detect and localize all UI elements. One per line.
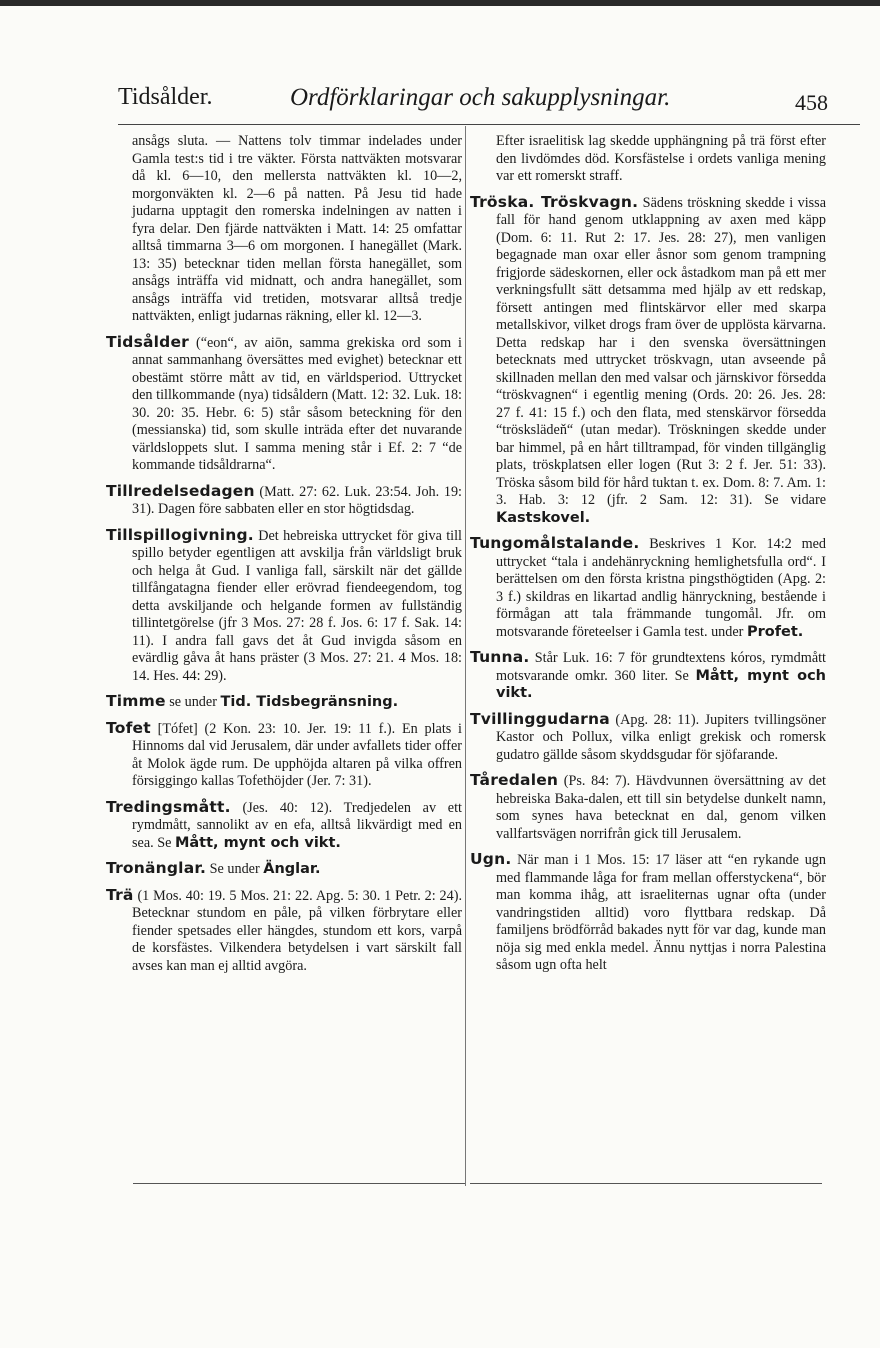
header-rule [118, 124, 860, 125]
top-border [0, 0, 880, 6]
entry-ugn: Ugn. När man i 1 Mos. 15: 17 läser att “en rykande ugn med flammande låga for fram mellan offerstyckena“, bör man komma ihåg, att israeliternas ugnar ofta (under vandringstiden alltid) voro flyttbara redskap. Då familjens brödförråd bakades nytt för var dag, kunde man nöja sig med enkla medel. Ännu nyttjas i norra Palestina såsom ugn ofta helt [470, 850, 826, 973]
entry-tofet: Tofet [Tófet] (2 Kon. 23: 10. Jer. 19: 11 f.). En plats i Hinnoms dal vid Jerusalem, där under avfallets tider offer åt Molok ägde rum. De upphöjda altaren på vilka offren försiggingo kallas Tofethöjder (Jer. 7: 31). [106, 718, 462, 789]
running-head-title: Ordförklaringar och sakupplysningar. [290, 84, 671, 111]
entry-taredalen: Tåredalen (Ps. 84: 7). Hävdvunnen översättning av det hebreiska Baka-dalen, ett till sin betydelse dunkelt namn, som synes hava betecknat en dal, genom vilken vallfartsvägen norrifrån gick till Jerusalem. [470, 771, 826, 842]
entry-troska: Tröska. Tröskvagn. Sädens tröskning skedde i vissa fall för hand genom utklappning av axen med käpp (Dom. 6: 11. Rut 2: 17. Jes. 28: 27), men vanligen begagnade man oxar eller åsnor som genom trampning frigjorde sädeskornen, eller ock åstadkom man på ett mer verkningsfullt sätt detsamma med hjälp av ett redskap, försett antingen med flintskärvor eller med skarpa metallskivor, vilket drogs fram över de upplösta kärvarna. Detta redskap har i den svenska översättningen betecknats med uttrycket tröskvagn, utan avseende på skillnaden mellan den med valsar och järnskivor försedda “tröskvagnen“ i egentlig mening (Ords. 20: 26. Jes. 28: 27 f. 41: 15 f.) och den flata, med stenskärvor försedda “tröskslädeň“ (utan medar). Tröskningen skedde under bar himmel, på en hårt tilltrampad, för vinden tillgänglig plats, tröskplatsen eller logen (Rut 3: 2 f. Jer. 51: 33). Tröska såsom bild för hård tuktan t. ex. Dom. 8: 7. Am. 1: 3. Hab. 3: 12 (jfr. 2 Sam. 12: 31). Se vidare Kastskovel. [470, 192, 826, 526]
entry-tidsalder: Tidsålder (“eon“, av aiōn, samma grekiska ord som i annat sammanhang översättes med evighet) betecknar ett obestämt större mått av tid, en världsperiod. Uttrycket den tillkommande (nya) tidsåldern (Matt. 12: 32. Luk. 18: 30. 20: 35. Hebr. 6: 5) står såsom beteckning för den (messianska) tid, som skulle inträda efter det nuvarande världsloppets slut. I samma mening står i Ef. 2: 7 “de kommande tidsåldrarna“. [106, 332, 462, 473]
entry-tronanglar: Tronänglar. Se under Änglar. [106, 859, 321, 877]
left-column-end-rule [133, 1183, 465, 1184]
entry-tvillinggudarna: Tvillinggudarna (Apg. 28: 11). Jupiters tvillingsöner Kastor och Pollux, vilka enligt grekisk och romersk gudatro gällde såsom skyddsgudar för sjöfarande. [470, 709, 826, 763]
entry-tungomalstalande: Tungomålstalande. Beskrives 1 Kor. 14:2 med uttrycket “tala i andehänryckning hemlighetsfulla ord“. I berättelsen om den första kristna pingsthögtiden (Apg. 2: 3 f.) skildras en likartad andlig hänryckning, bestående i förmågan att tala främmande tungomål. Jfr. om motsvarande företeelser i Gamla test. under Profet. [470, 534, 826, 640]
left-column [106, 133, 462, 983]
entry-natten-continued: ansågs sluta. — Nattens tolv timmar indelades under Gamla test:s tid i tre väkter. Första nattväkten motsvarar då kl. 6—10, den mellersta nattväkten kl. 10—2, morgonväkten kl. 2—6 på natten. På Jesu tid hade judarna upptagit den romerska indelningen av natten i fyra delar. Den fjärde nattväkten i Matt. 14: 25 omfattar alltså timmarna 3—6 om morgonen. I hanegället (Mark. 13: 35) betecknar tiden mellan första hanegället, som ansågs inträffa vid midnatt, och andra hanegället, som ansågs inträffa vid tretiden, motsvarar alltså tredje nattväkten, enligt judarnas räkning, eller kl. 12—3. [132, 133, 462, 324]
right-column-end-rule [470, 1183, 822, 1184]
entry-tillredelsedagen: Tillredelsedagen (Matt. 27: 62. Luk. 23:54. Joh. 19: 31). Dagen före sabbaten eller en stor högtidsdag. [106, 481, 462, 517]
entry-tra-continued: Efter israelitisk lag skedde upphängning på trä först efter den livdömdes död. Korsfästelse i ordets vanliga mening var ett romerskt straff. [496, 133, 826, 184]
running-head-left: Tidsålder. [118, 84, 213, 110]
page-number: 458 [795, 90, 828, 115]
right-column [470, 133, 826, 983]
entry-tillspillogivning: Tillspillogivning. Det hebreiska uttrycket för giva till spillo betyder egentligen att avskilja från världsligt bruk och helga åt Gud. I vanliga fall, särskilt när det gällde tillfångatagna fiender eller erövrad fiendeegendom, tog detta avskiljande och helgande formen av fullständig tillintetgörelse (jfr 3 Mos. 27: 28 f. Jos. 6: 17 f. Sak. 14: 11). I andra fall gavs det åt Gud invigda såsom en evärdlig gåva åt hans präster (3 Mos. 27: 21. 4 Mos. 18: 14. Hes. 44: 29). [106, 525, 462, 684]
column-divider [465, 126, 466, 1186]
entry-tredingsmatt: Tredingsmått. (Jes. 40: 12). Tredjedelen av ett rymdmått, sannolikt av en efa, alltså likvärdigt med en sea. Se Mått, mynt och vikt. [106, 797, 462, 851]
entry-timme: Timme se under Tid. Tidsbegränsning. [106, 692, 399, 710]
entry-tra: Trä (1 Mos. 40: 19. 5 Mos. 21: 22. Apg. 5: 30. 1 Petr. 2: 24). Betecknar stundom en påle, på vilken förbrytare eller fiender spetsades eller hängdes, stundom ett kors, varpå de korsfästes. Vilkendera betydelsen i vart särskilt fall avses kan man ej alltid avgöra. [106, 885, 462, 974]
page-header [118, 84, 860, 124]
entry-tunna: Tunna. Står Luk. 16: 7 för grundtextens kóros, rymdmått motsvarande omkr. 360 liter. Se Mått, mynt och vikt. [470, 648, 826, 701]
